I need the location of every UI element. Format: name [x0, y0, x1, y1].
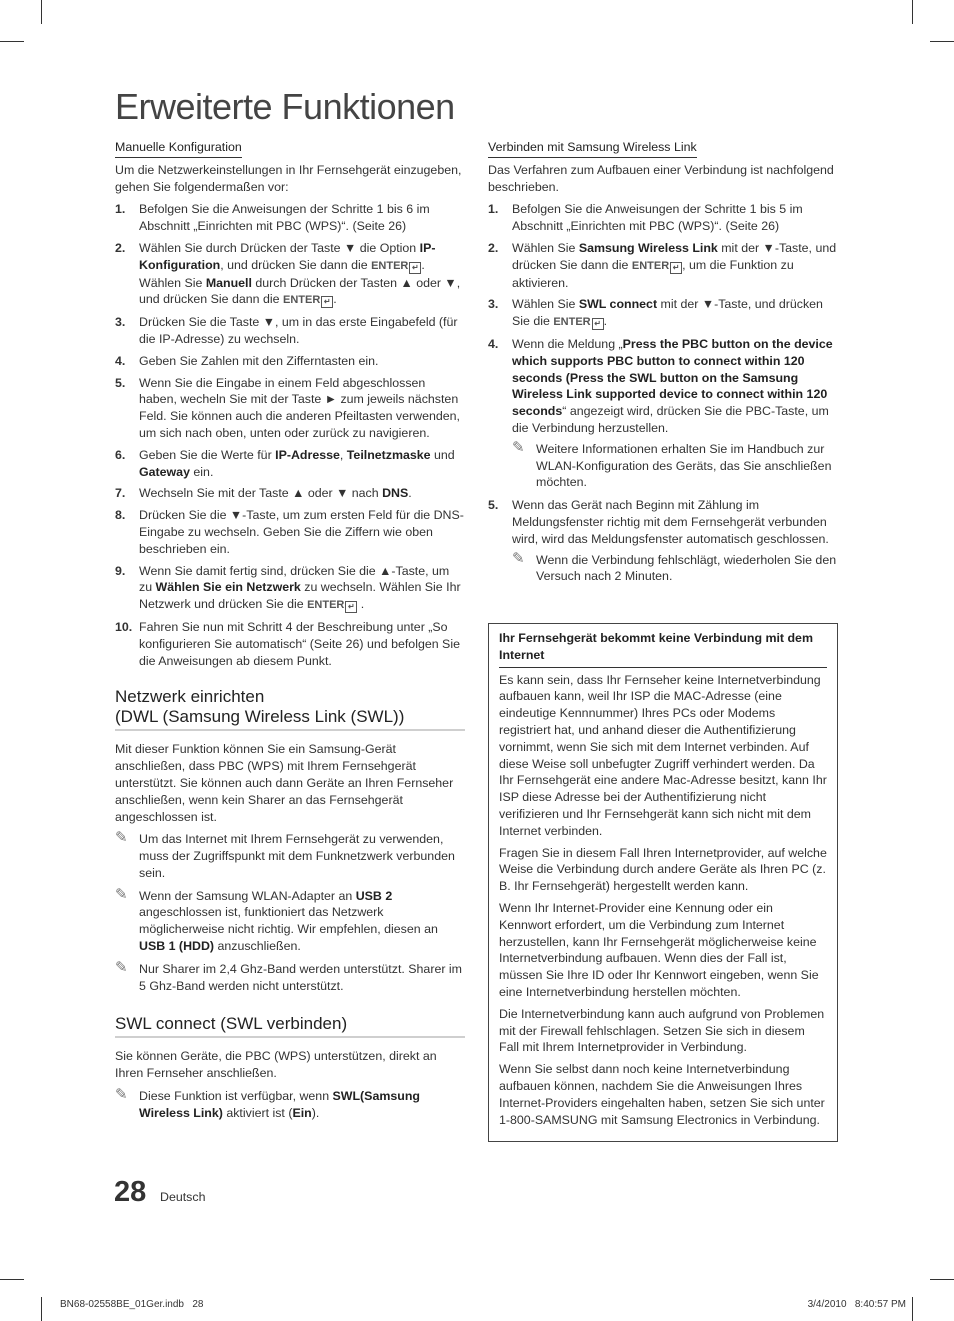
step-text: Geben Sie die Werte für IP-Adresse, Teilnetzmaske und Gateway ein. — [139, 447, 455, 479]
step-number: 2. — [488, 240, 499, 255]
manual-config-intro: Um die Netzwerkeinstellungen in Ihr Fernsehgerät einzugeben, gehen Sie folgendermaßen vor: — [115, 162, 462, 194]
step-text: Befolgen Sie die Anweisungen der Schritte 1 bis 6 im Abschnitt „Einrichten mit PBC (WPS)“. (Seite 26) — [139, 202, 430, 234]
step-text: Wählen Sie durch Drücken der Taste ▼ die Option IP-Konfiguration, und drücken Sie dann die ENTER ↵ . Wählen Sie Manuell durch Drücken der Tasten ▲ oder ▼, und drücken Sie dann die ENTER ↵ . — [139, 240, 461, 307]
step-number: 1. — [488, 202, 499, 217]
swl-connect-intro: Das Verfahren zum Aufbauen einer Verbindung ist nachfolgend beschrieben. — [488, 162, 834, 194]
note-pencil-icon: ✎ — [115, 829, 128, 847]
swl-heading: SWL connect (SWL verbinden) — [115, 1014, 465, 1038]
step-number: 4. — [488, 336, 499, 351]
dwl-note — [115, 885, 465, 955]
note-pencil-icon: ✎ — [115, 1086, 128, 1104]
swl-connect-steps — [488, 201, 838, 585]
dwl-heading — [115, 687, 465, 731]
connect-step — [488, 240, 838, 291]
step-text: Befolgen Sie die Anweisungen der Schritte 1 bis 5 im Abschnitt „Einrichten mit PBC (WPS)“. (Seite 26) — [512, 202, 803, 234]
dwl-heading-line2: (DWL (Samsung Wireless Link (SWL)) — [115, 707, 405, 727]
right-column — [488, 139, 838, 591]
step-number: 2. — [115, 240, 126, 255]
box-paragraphs — [499, 672, 827, 1129]
dwl-note — [115, 831, 465, 881]
manual-step — [115, 485, 465, 502]
manual-config-steps — [115, 201, 465, 669]
swl-intro: Sie können Geräte, die PBC (WPS) unterstützen, direkt an Ihren Fernseher anschließen. — [115, 1049, 437, 1081]
manual-step — [115, 375, 465, 442]
box-paragraph: Die Internetverbindung kann auch aufgrund von Problemen mit der Firewall fehlschlagen. Setzen Sie sich in diesem Fall mit Ihrem Internetprovider in Verbindung. — [499, 1006, 825, 1055]
dwl-note-text: Nur Sharer im 2,4 Ghz-Band werden unterstützt. Sharer im 5 Ghz-Band werden nicht unterstützt. — [139, 961, 462, 993]
dwl-note — [115, 958, 465, 995]
crop-mark — [930, 41, 954, 42]
manual-step — [115, 201, 465, 235]
swl-note-text: Diese Funktion ist verfügbar, wenn SWL(Samsung Wireless Link) aktiviert ist (Ein). — [139, 1089, 420, 1120]
box-title: Ihr Fernsehgerät bekommt keine Verbindung mit dem Internet — [499, 630, 827, 668]
step-note-text: Weitere Informationen erhalten Sie im Handbuch zur WLAN-Konfiguration des Geräts, das Sie anschließen möchten. — [536, 441, 832, 490]
box-paragraph: Wenn Sie selbst dann noch keine Internetverbindung aufbauen können, nachdem Sie die Anweisungen Ihres Internet-Providers eingehalten haben, setzen Sie sich unter 1-800-SAMSUNG mit Samsung Electronics in Verbindung. — [499, 1062, 825, 1127]
crop-mark — [41, 0, 42, 24]
step-text: Wechseln Sie mit der Taste ▲ oder ▼ nach DNS. — [139, 486, 412, 501]
connect-step — [488, 336, 838, 491]
step-text: Wählen Sie Samsung Wireless Link mit der ▼-Taste, und drücken Sie dann die ENTER ↵ , um die Funktion zu aktivieren. — [512, 240, 837, 290]
crop-mark — [0, 1279, 24, 1280]
crop-mark — [930, 1279, 954, 1280]
connect-step — [488, 497, 838, 585]
step-text: Wenn Sie die Eingabe in einem Feld abgeschlossen haben, wecheln Sie mit der Taste ► zum jeweils nächsten Feld. Sie können auch die anderen Pfeiltasten verwenden, um sich nach oben, unten oder zurück zu navigieren. — [139, 375, 460, 440]
step-number: 1. — [115, 202, 126, 217]
step-number: 9. — [115, 563, 126, 578]
page-language: Deutsch — [160, 1190, 206, 1204]
box-paragraph: Wenn Ihr Internet-Provider eine Kennung oder ein Kennwort erfordert, um die Verbindung zum Internet herzustellen, kann Ihr Fernsehgerät möglicherweise keine Internetverbindung aufbauen. Wenn dies der Fall ist, müssen Sie Ihre ID oder Ihr Kennwort eingeben, wenn Sie eine Internetverbindung herstellen möchten. — [499, 900, 819, 999]
step-number: 7. — [115, 486, 126, 501]
step-note-text: Wenn die Verbindung fehlschlägt, wiederholen Sie den Versuch nach 2 Minuten. — [536, 552, 837, 584]
step-text: Wenn die Meldung „Press the PBC button on the device which supports PBC button to connect within 120 seconds (Press the SWL button on the Samsung Wireless Link supported device to connect within 120 seconds“ angezeigt wird, drücken Sie die PBC-Taste, um die Verbindung herzustellen. — [512, 336, 833, 435]
manual-step — [115, 447, 465, 481]
step-number: 10. — [115, 619, 133, 634]
manual-config-heading: Manuelle Konfiguration — [115, 139, 242, 158]
print-timestamp: 3/4/2010 8:40:57 PM — [807, 1299, 906, 1310]
step-text: Wenn das Gerät nach Beginn mit Zählung im Meldungsfenster richtig mit dem Fernsehgerät verbunden wird, wird das Meldungsfenster automatisch geschlossen. — [512, 498, 829, 546]
manual-step — [115, 314, 465, 348]
step-text: Drücken Sie die ▼-Taste, um zum ersten Feld für die DNS-Eingabe zu wechseln. Geben Sie die Ziffern wie oben beschrieben ein. — [139, 508, 464, 556]
manual-step — [115, 619, 465, 669]
dwl-notes — [115, 831, 465, 994]
step-number: 4. — [115, 353, 126, 368]
crop-mark — [0, 41, 24, 42]
manual-step — [115, 353, 465, 370]
step-number: 8. — [115, 508, 126, 523]
connect-step — [488, 296, 838, 331]
step-number: 5. — [115, 375, 126, 390]
page-title: Erweiterte Funktionen — [115, 86, 455, 127]
step-note — [512, 549, 838, 586]
crop-mark — [41, 1297, 42, 1321]
note-pencil-icon: ✎ — [512, 438, 525, 456]
page-number: 28 — [114, 1176, 147, 1208]
note-pencil-icon: ✎ — [512, 549, 525, 567]
dwl-note-text: Um das Internet mit Ihrem Fernsehgerät zu verwenden, muss der Zugriffspunkt mit dem Funknetzwerk verbunden sein. — [139, 832, 455, 880]
swl-note — [115, 1088, 465, 1122]
step-number: 3. — [115, 315, 126, 330]
manual-step — [115, 563, 465, 614]
internet-troubleshoot-box — [488, 623, 838, 1142]
swl-connect-heading: Verbinden mit Samsung Wireless Link — [488, 139, 697, 158]
note-pencil-icon: ✎ — [115, 885, 128, 903]
step-text: Fahren Sie nun mit Schritt 4 der Beschreibung unter „So konfigurieren Sie automatisch“ (Seite 26) und befolgen Sie die Anweisungen ab diesem Punkt. — [139, 619, 460, 668]
step-number: 5. — [488, 498, 499, 513]
left-column — [115, 139, 465, 1128]
step-number: 3. — [488, 297, 499, 312]
crop-mark — [912, 0, 913, 24]
step-text: Wenn Sie damit fertig sind, drücken Sie die ▲-Taste, um zu Wählen Sie ein Netzwerk zu wechseln. Wählen Sie Ihr Netzwerk und drücken Sie die ENTER ↵ . — [139, 563, 461, 612]
step-number: 6. — [115, 447, 126, 462]
step-text: Geben Sie Zahlen mit den Zifferntasten ein. — [139, 353, 379, 368]
box-paragraph: Es kann sein, dass Ihr Fernseher keine Internetverbindung aufbauen kann, weil Ihr ISP die MAC-Adresse (eine eindeutige Kennnummer) Ihres PCs oder Modems registriert hat, und anhand dieser die Authentifizierung vornimmt, wenn Sie sich mit dem Internet verbinden. Auf diese Weise soll unbefugter Zugriff verhindert werden. Da Ihr Fernsehgerät eine andere Mac-Adresse besitzt, kann Ihr ISP diese Adresse bei der Authentifizierung nicht verifizieren und Ihr Fernsehgerät kann sich nicht mit dem Internet verbinden. — [499, 672, 827, 838]
connect-step — [488, 201, 838, 235]
crop-mark — [912, 1297, 913, 1321]
note-pencil-icon: ✎ — [115, 958, 128, 976]
dwl-note-text: Wenn der Samsung WLAN-Adapter an USB 2 angeschlossen ist, funktioniert das Netzwerk möglicherweise nicht richtig. Wir empfehlen, diesen an USB 1 (HDD) anzuschließen. — [139, 888, 438, 954]
print-file-info: BN68-02558BE_01Ger.indb 28 — [60, 1299, 204, 1310]
dwl-heading-line1: Netzwerk einrichten — [115, 687, 265, 707]
manual-step — [115, 240, 465, 309]
manual-step — [115, 507, 465, 557]
dwl-intro: Mit dieser Funktion können Sie ein Samsung-Gerät anschließen, dass PBC (WPS) mit Ihrem Fernsehgerät unterstützt. Sie können auch dann Geräte an Ihren Fernseher anschließen, wenn kein Sharer an das Fernsehgerät angeschlossen ist. — [115, 742, 454, 824]
step-text: Drücken Sie die Taste ▼, um in das erste Eingabefeld (für die IP-Adresse) zu wechseln. — [139, 315, 458, 346]
step-text: Wählen Sie SWL connect mit der ▼-Taste, und drücken Sie die ENTER ↵ . — [512, 297, 823, 329]
box-paragraph: Fragen Sie in diesem Fall Ihren Internetprovider, auf welche Weise die Verbindung durch andere Geräte als Ihren PC (z. B. Ihr Fernsehgerät) hergestellt werden kann. — [499, 845, 827, 894]
step-note — [512, 438, 838, 491]
